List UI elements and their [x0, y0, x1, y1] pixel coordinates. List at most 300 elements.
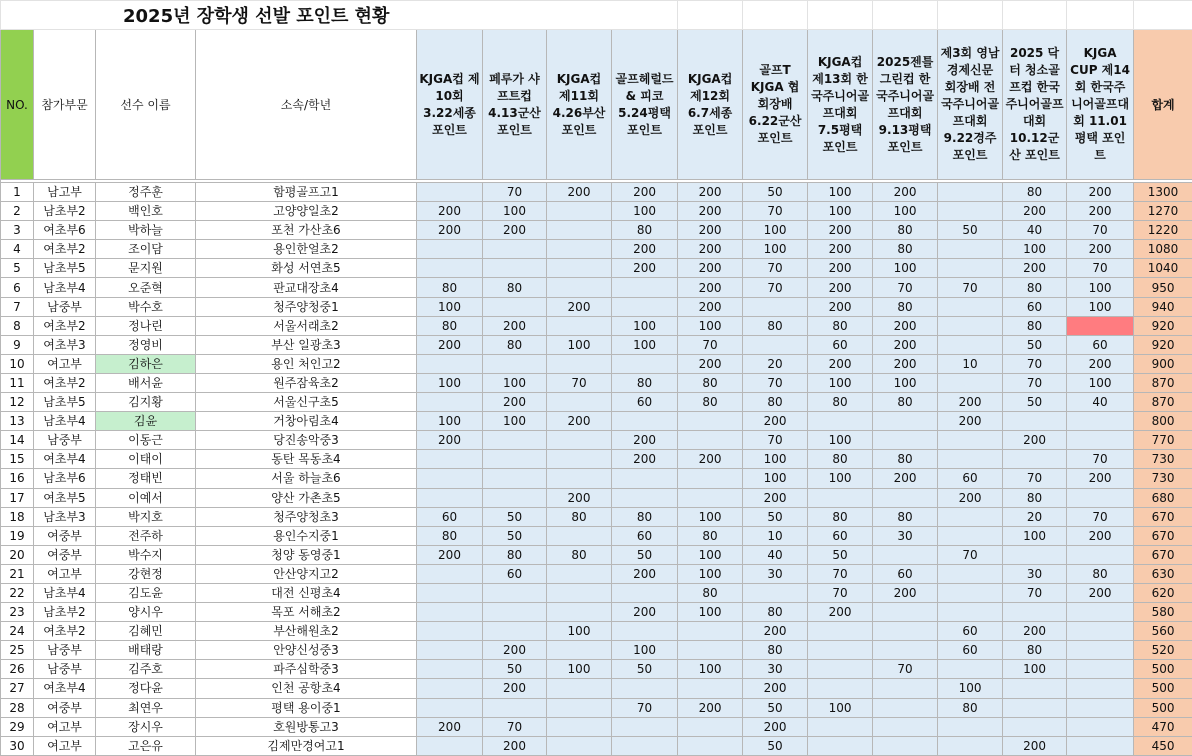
points-cell[interactable] — [547, 316, 612, 335]
points-cell[interactable]: 60 — [612, 393, 678, 412]
row-number-cell[interactable]: 25 — [1, 641, 34, 660]
points-cell[interactable] — [873, 717, 938, 736]
points-cell[interactable] — [1067, 679, 1134, 698]
player-name-cell[interactable]: 배태랑 — [96, 641, 196, 660]
points-cell[interactable]: 100 — [808, 373, 873, 392]
points-cell[interactable] — [938, 526, 1003, 545]
points-cell[interactable]: 30 — [873, 526, 938, 545]
points-cell[interactable]: 30 — [1003, 564, 1067, 583]
player-name-cell[interactable]: 정주훈 — [96, 183, 196, 202]
points-cell[interactable] — [547, 431, 612, 450]
points-cell[interactable]: 100 — [808, 469, 873, 488]
points-cell[interactable]: 60 — [873, 564, 938, 583]
points-cell[interactable]: 70 — [1003, 583, 1067, 602]
points-cell[interactable] — [938, 202, 1003, 221]
school-cell[interactable]: 동탄 목동초4 — [196, 450, 417, 469]
points-cell[interactable]: 70 — [1067, 221, 1134, 240]
points-cell[interactable]: 100 — [743, 450, 808, 469]
total-cell[interactable]: 450 — [1134, 736, 1192, 755]
points-cell[interactable]: 200 — [808, 354, 873, 373]
points-cell[interactable] — [938, 259, 1003, 278]
points-cell[interactable]: 70 — [808, 564, 873, 583]
points-cell[interactable]: 80 — [1003, 488, 1067, 507]
points-cell[interactable]: 200 — [417, 717, 483, 736]
points-cell[interactable]: 100 — [483, 202, 547, 221]
player-name-cell[interactable]: 백인호 — [96, 202, 196, 221]
school-cell[interactable]: 당진송악중3 — [196, 431, 417, 450]
points-cell[interactable] — [547, 469, 612, 488]
points-cell[interactable]: 80 — [873, 240, 938, 259]
division-cell[interactable]: 남초부6 — [34, 469, 96, 488]
school-cell[interactable]: 부산 일광초3 — [196, 335, 417, 354]
row-number-cell[interactable]: 11 — [1, 373, 34, 392]
points-cell[interactable]: 200 — [417, 202, 483, 221]
points-cell[interactable]: 200 — [612, 259, 678, 278]
school-cell[interactable]: 원주잠육초2 — [196, 373, 417, 392]
points-cell[interactable] — [678, 469, 743, 488]
total-cell[interactable]: 800 — [1134, 412, 1192, 431]
row-number-cell[interactable]: 9 — [1, 335, 34, 354]
row-number-cell[interactable]: 26 — [1, 660, 34, 679]
school-cell[interactable]: 용인수지중1 — [196, 526, 417, 545]
school-cell[interactable]: 청주양청초3 — [196, 507, 417, 526]
player-name-cell[interactable]: 양시우 — [96, 603, 196, 622]
player-name-cell[interactable]: 오준혁 — [96, 278, 196, 297]
points-cell[interactable] — [417, 622, 483, 641]
school-cell[interactable]: 파주심학중3 — [196, 660, 417, 679]
points-cell[interactable] — [808, 679, 873, 698]
points-cell[interactable] — [808, 641, 873, 660]
sheet-title[interactable]: 2025년 장학생 선발 포인트 현황 — [1, 1, 678, 30]
row-number-cell[interactable]: 30 — [1, 736, 34, 755]
points-cell[interactable]: 50 — [1003, 393, 1067, 412]
points-cell[interactable]: 100 — [678, 564, 743, 583]
row-number-cell[interactable]: 18 — [1, 507, 34, 526]
points-cell[interactable]: 80 — [873, 450, 938, 469]
points-cell[interactable] — [873, 431, 938, 450]
points-cell[interactable]: 100 — [938, 679, 1003, 698]
total-cell[interactable]: 580 — [1134, 603, 1192, 622]
points-cell[interactable]: 200 — [678, 183, 743, 202]
row-number-cell[interactable]: 14 — [1, 431, 34, 450]
points-cell[interactable]: 100 — [612, 202, 678, 221]
points-cell[interactable]: 200 — [1067, 583, 1134, 602]
division-cell[interactable]: 남초부5 — [34, 259, 96, 278]
player-name-cell[interactable]: 김윤 — [96, 412, 196, 431]
points-cell[interactable]: 50 — [612, 660, 678, 679]
total-cell[interactable]: 950 — [1134, 278, 1192, 297]
points-cell[interactable] — [547, 717, 612, 736]
row-number-cell[interactable]: 2 — [1, 202, 34, 221]
school-cell[interactable]: 판교대장초4 — [196, 278, 417, 297]
division-cell[interactable]: 남중부 — [34, 431, 96, 450]
points-cell[interactable] — [417, 240, 483, 259]
division-cell[interactable]: 여초부4 — [34, 450, 96, 469]
points-cell[interactable]: 100 — [873, 202, 938, 221]
total-cell[interactable]: 1270 — [1134, 202, 1192, 221]
points-cell[interactable]: 70 — [1003, 354, 1067, 373]
points-cell[interactable]: 80 — [612, 373, 678, 392]
points-cell[interactable]: 70 — [743, 259, 808, 278]
header-player-name[interactable]: 선수 이름 — [96, 30, 196, 180]
points-cell[interactable]: 70 — [873, 278, 938, 297]
points-cell[interactable]: 80 — [678, 393, 743, 412]
division-cell[interactable]: 남중부 — [34, 660, 96, 679]
points-cell[interactable] — [483, 488, 547, 507]
points-cell[interactable] — [1067, 660, 1134, 679]
points-cell[interactable]: 50 — [483, 526, 547, 545]
points-cell[interactable] — [1067, 641, 1134, 660]
points-cell[interactable]: 70 — [1003, 469, 1067, 488]
division-cell[interactable]: 여초부3 — [34, 335, 96, 354]
row-number-cell[interactable]: 1 — [1, 183, 34, 202]
points-cell[interactable]: 80 — [1003, 641, 1067, 660]
points-cell[interactable]: 100 — [417, 412, 483, 431]
points-cell[interactable] — [938, 373, 1003, 392]
points-cell[interactable] — [938, 507, 1003, 526]
points-cell[interactable]: 200 — [483, 393, 547, 412]
school-cell[interactable]: 김제만경여고1 — [196, 736, 417, 755]
total-cell[interactable]: 1220 — [1134, 221, 1192, 240]
division-cell[interactable]: 여고부 — [34, 717, 96, 736]
division-cell[interactable]: 여고부 — [34, 564, 96, 583]
row-number-cell[interactable]: 12 — [1, 393, 34, 412]
points-cell[interactable]: 200 — [612, 240, 678, 259]
points-cell[interactable]: 80 — [678, 583, 743, 602]
points-cell[interactable]: 100 — [417, 297, 483, 316]
points-cell[interactable] — [417, 603, 483, 622]
points-cell[interactable] — [547, 564, 612, 583]
points-cell[interactable]: 80 — [743, 316, 808, 335]
points-cell[interactable]: 100 — [808, 431, 873, 450]
points-cell[interactable] — [612, 488, 678, 507]
row-number-cell[interactable]: 7 — [1, 297, 34, 316]
total-cell[interactable]: 620 — [1134, 583, 1192, 602]
points-cell[interactable] — [1067, 431, 1134, 450]
row-number-cell[interactable]: 21 — [1, 564, 34, 583]
points-cell[interactable]: 80 — [483, 278, 547, 297]
header-competition[interactable]: KJGA컵 제11회 4.26부산 포인트 — [547, 30, 612, 180]
points-cell[interactable]: 80 — [808, 450, 873, 469]
points-cell[interactable] — [1003, 698, 1067, 717]
points-cell[interactable] — [483, 431, 547, 450]
division-cell[interactable]: 남중부 — [34, 297, 96, 316]
player-name-cell[interactable]: 이예서 — [96, 488, 196, 507]
points-cell[interactable]: 80 — [743, 393, 808, 412]
points-cell[interactable]: 100 — [678, 603, 743, 622]
points-cell[interactable]: 200 — [1003, 259, 1067, 278]
total-cell[interactable]: 520 — [1134, 641, 1192, 660]
points-cell[interactable]: 80 — [678, 526, 743, 545]
header-competition[interactable]: 페루가 샤프트컵 4.13군산 포인트 — [483, 30, 547, 180]
points-cell[interactable]: 70 — [483, 183, 547, 202]
points-cell[interactable]: 200 — [1067, 354, 1134, 373]
points-cell[interactable]: 70 — [1067, 450, 1134, 469]
points-cell[interactable]: 40 — [1003, 221, 1067, 240]
header-competition[interactable]: 2025젠틀그린컵 한국주니어골프대회 9.13평택 포인트 — [873, 30, 938, 180]
points-cell[interactable] — [483, 354, 547, 373]
points-cell[interactable] — [938, 297, 1003, 316]
total-cell[interactable]: 900 — [1134, 354, 1192, 373]
player-name-cell[interactable]: 박지호 — [96, 507, 196, 526]
points-cell[interactable] — [483, 259, 547, 278]
player-name-cell[interactable]: 고은유 — [96, 736, 196, 755]
total-cell[interactable]: 680 — [1134, 488, 1192, 507]
points-cell[interactable] — [417, 583, 483, 602]
points-cell[interactable]: 100 — [678, 507, 743, 526]
points-cell[interactable]: 100 — [808, 183, 873, 202]
points-cell[interactable] — [547, 393, 612, 412]
points-cell[interactable] — [612, 679, 678, 698]
points-cell[interactable] — [938, 603, 1003, 622]
points-cell[interactable] — [808, 412, 873, 431]
player-name-cell[interactable]: 조이담 — [96, 240, 196, 259]
points-cell[interactable] — [612, 354, 678, 373]
points-cell[interactable]: 50 — [743, 507, 808, 526]
points-cell[interactable] — [1067, 622, 1134, 641]
points-cell[interactable] — [547, 450, 612, 469]
points-cell[interactable] — [678, 679, 743, 698]
points-cell[interactable]: 60 — [483, 564, 547, 583]
points-cell[interactable]: 10 — [938, 354, 1003, 373]
points-cell[interactable]: 80 — [1003, 316, 1067, 335]
header-competition[interactable]: KJGA컵 제12회 6.7세종 포인트 — [678, 30, 743, 180]
points-cell[interactable] — [1003, 603, 1067, 622]
points-cell[interactable] — [1003, 545, 1067, 564]
points-cell[interactable] — [547, 259, 612, 278]
points-cell[interactable]: 200 — [808, 278, 873, 297]
player-name-cell[interactable]: 전주하 — [96, 526, 196, 545]
points-cell[interactable]: 60 — [808, 335, 873, 354]
row-number-cell[interactable]: 10 — [1, 354, 34, 373]
division-cell[interactable]: 여고부 — [34, 354, 96, 373]
player-name-cell[interactable]: 박하늘 — [96, 221, 196, 240]
points-cell[interactable]: 80 — [873, 221, 938, 240]
points-cell[interactable] — [1003, 450, 1067, 469]
points-cell[interactable] — [483, 240, 547, 259]
points-cell[interactable]: 200 — [678, 259, 743, 278]
division-cell[interactable]: 여초부4 — [34, 679, 96, 698]
points-cell[interactable]: 80 — [417, 316, 483, 335]
division-cell[interactable]: 여초부2 — [34, 373, 96, 392]
player-name-cell[interactable]: 정태빈 — [96, 469, 196, 488]
school-cell[interactable]: 인천 공항초4 — [196, 679, 417, 698]
points-cell[interactable] — [873, 603, 938, 622]
player-name-cell[interactable]: 김혜민 — [96, 622, 196, 641]
points-cell[interactable] — [938, 736, 1003, 755]
points-cell[interactable]: 30 — [743, 660, 808, 679]
points-cell[interactable] — [417, 641, 483, 660]
points-cell[interactable] — [1067, 717, 1134, 736]
points-cell[interactable]: 70 — [1003, 373, 1067, 392]
points-cell[interactable]: 60 — [808, 526, 873, 545]
points-cell[interactable]: 200 — [1067, 526, 1134, 545]
points-cell[interactable]: 100 — [678, 316, 743, 335]
header-competition[interactable]: 2025 닥터 청소골프컵 한국주니어골프대회 10.12군산 포인트 — [1003, 30, 1067, 180]
points-cell[interactable]: 100 — [547, 660, 612, 679]
points-cell[interactable] — [483, 622, 547, 641]
points-cell[interactable] — [808, 717, 873, 736]
total-cell[interactable]: 920 — [1134, 335, 1192, 354]
points-cell[interactable]: 70 — [873, 660, 938, 679]
points-cell[interactable]: 100 — [1003, 240, 1067, 259]
row-number-cell[interactable]: 16 — [1, 469, 34, 488]
division-cell[interactable]: 남초부2 — [34, 202, 96, 221]
total-cell[interactable]: 670 — [1134, 545, 1192, 564]
division-cell[interactable]: 여중부 — [34, 545, 96, 564]
player-name-cell[interactable]: 최연우 — [96, 698, 196, 717]
total-cell[interactable]: 1080 — [1134, 240, 1192, 259]
total-cell[interactable]: 470 — [1134, 717, 1192, 736]
total-cell[interactable]: 770 — [1134, 431, 1192, 450]
points-cell[interactable]: 200 — [678, 240, 743, 259]
points-cell[interactable] — [612, 583, 678, 602]
points-cell[interactable]: 200 — [483, 679, 547, 698]
player-name-cell[interactable]: 박수호 — [96, 297, 196, 316]
points-cell[interactable]: 80 — [612, 221, 678, 240]
total-cell[interactable]: 870 — [1134, 373, 1192, 392]
division-cell[interactable]: 여초부2 — [34, 622, 96, 641]
school-cell[interactable]: 포천 가산초6 — [196, 221, 417, 240]
points-cell[interactable]: 200 — [808, 603, 873, 622]
points-cell[interactable]: 70 — [547, 373, 612, 392]
points-cell[interactable]: 200 — [1003, 202, 1067, 221]
division-cell[interactable]: 남초부4 — [34, 412, 96, 431]
header-division[interactable]: 참가부문 — [34, 30, 96, 180]
total-cell[interactable]: 870 — [1134, 393, 1192, 412]
division-cell[interactable]: 여초부5 — [34, 488, 96, 507]
player-name-cell[interactable]: 정나린 — [96, 316, 196, 335]
player-name-cell[interactable]: 이동근 — [96, 431, 196, 450]
points-cell[interactable]: 100 — [743, 469, 808, 488]
school-cell[interactable]: 청주양청중1 — [196, 297, 417, 316]
points-cell[interactable]: 60 — [1003, 297, 1067, 316]
points-cell[interactable] — [547, 354, 612, 373]
division-cell[interactable]: 남초부4 — [34, 278, 96, 297]
points-cell[interactable]: 100 — [743, 221, 808, 240]
points-cell[interactable] — [873, 641, 938, 660]
school-cell[interactable]: 대전 신평초4 — [196, 583, 417, 602]
points-cell[interactable] — [873, 622, 938, 641]
points-cell[interactable]: 200 — [873, 335, 938, 354]
points-cell[interactable] — [938, 717, 1003, 736]
division-cell[interactable]: 여초부6 — [34, 221, 96, 240]
school-cell[interactable]: 거창아림초4 — [196, 412, 417, 431]
points-cell[interactable] — [938, 450, 1003, 469]
points-cell[interactable] — [743, 335, 808, 354]
points-cell[interactable]: 70 — [938, 545, 1003, 564]
player-name-cell[interactable]: 문지원 — [96, 259, 196, 278]
division-cell[interactable]: 남초부2 — [34, 603, 96, 622]
points-cell[interactable]: 30 — [743, 564, 808, 583]
points-cell[interactable]: 200 — [873, 316, 938, 335]
points-cell[interactable]: 200 — [743, 412, 808, 431]
points-cell[interactable]: 60 — [1067, 335, 1134, 354]
points-cell[interactable] — [938, 316, 1003, 335]
points-cell[interactable]: 20 — [743, 354, 808, 373]
points-cell[interactable]: 200 — [873, 354, 938, 373]
school-cell[interactable]: 서울 하늘초6 — [196, 469, 417, 488]
points-cell[interactable]: 80 — [612, 507, 678, 526]
points-cell[interactable]: 70 — [743, 373, 808, 392]
school-cell[interactable]: 용인 처인고2 — [196, 354, 417, 373]
player-name-cell[interactable]: 장시우 — [96, 717, 196, 736]
points-cell[interactable] — [938, 564, 1003, 583]
row-number-cell[interactable]: 20 — [1, 545, 34, 564]
points-cell[interactable]: 200 — [612, 431, 678, 450]
points-cell[interactable]: 200 — [417, 335, 483, 354]
division-cell[interactable]: 남중부 — [34, 641, 96, 660]
points-cell[interactable] — [612, 278, 678, 297]
points-cell[interactable] — [873, 412, 938, 431]
points-cell[interactable]: 100 — [1067, 373, 1134, 392]
school-cell[interactable]: 청양 동영중1 — [196, 545, 417, 564]
points-cell[interactable]: 100 — [483, 373, 547, 392]
school-cell[interactable]: 고양양일초2 — [196, 202, 417, 221]
points-cell[interactable] — [1067, 316, 1134, 335]
player-name-cell[interactable]: 김하은 — [96, 354, 196, 373]
points-cell[interactable]: 200 — [483, 641, 547, 660]
points-cell[interactable] — [417, 660, 483, 679]
points-cell[interactable] — [743, 583, 808, 602]
points-cell[interactable]: 100 — [808, 698, 873, 717]
points-cell[interactable]: 200 — [873, 183, 938, 202]
points-cell[interactable]: 200 — [483, 316, 547, 335]
points-cell[interactable]: 200 — [743, 488, 808, 507]
points-cell[interactable]: 50 — [743, 183, 808, 202]
points-cell[interactable] — [873, 545, 938, 564]
points-cell[interactable]: 70 — [743, 202, 808, 221]
points-cell[interactable]: 200 — [1003, 431, 1067, 450]
points-cell[interactable]: 70 — [483, 717, 547, 736]
points-cell[interactable] — [808, 660, 873, 679]
row-number-cell[interactable]: 8 — [1, 316, 34, 335]
points-cell[interactable]: 200 — [1067, 183, 1134, 202]
points-cell[interactable]: 70 — [743, 431, 808, 450]
points-cell[interactable]: 100 — [1003, 526, 1067, 545]
player-name-cell[interactable]: 김주호 — [96, 660, 196, 679]
school-cell[interactable]: 화성 서연초5 — [196, 259, 417, 278]
points-cell[interactable]: 60 — [938, 641, 1003, 660]
points-cell[interactable] — [483, 583, 547, 602]
points-cell[interactable]: 100 — [678, 545, 743, 564]
total-cell[interactable]: 670 — [1134, 507, 1192, 526]
total-cell[interactable]: 500 — [1134, 679, 1192, 698]
points-cell[interactable]: 60 — [417, 507, 483, 526]
points-cell[interactable] — [547, 679, 612, 698]
points-cell[interactable]: 100 — [873, 373, 938, 392]
school-cell[interactable]: 서울신구초5 — [196, 393, 417, 412]
points-cell[interactable] — [678, 412, 743, 431]
points-cell[interactable] — [1067, 603, 1134, 622]
points-cell[interactable]: 200 — [612, 183, 678, 202]
points-cell[interactable]: 70 — [938, 278, 1003, 297]
points-cell[interactable]: 80 — [1003, 278, 1067, 297]
points-cell[interactable] — [547, 526, 612, 545]
points-cell[interactable]: 80 — [678, 373, 743, 392]
points-cell[interactable] — [547, 736, 612, 755]
points-cell[interactable]: 200 — [547, 297, 612, 316]
points-cell[interactable] — [547, 583, 612, 602]
points-cell[interactable]: 80 — [873, 297, 938, 316]
points-cell[interactable]: 200 — [743, 717, 808, 736]
points-cell[interactable]: 80 — [547, 507, 612, 526]
points-cell[interactable] — [938, 583, 1003, 602]
row-number-cell[interactable]: 19 — [1, 526, 34, 545]
points-cell[interactable]: 200 — [808, 259, 873, 278]
school-cell[interactable]: 호원방통고3 — [196, 717, 417, 736]
points-cell[interactable]: 200 — [1003, 622, 1067, 641]
